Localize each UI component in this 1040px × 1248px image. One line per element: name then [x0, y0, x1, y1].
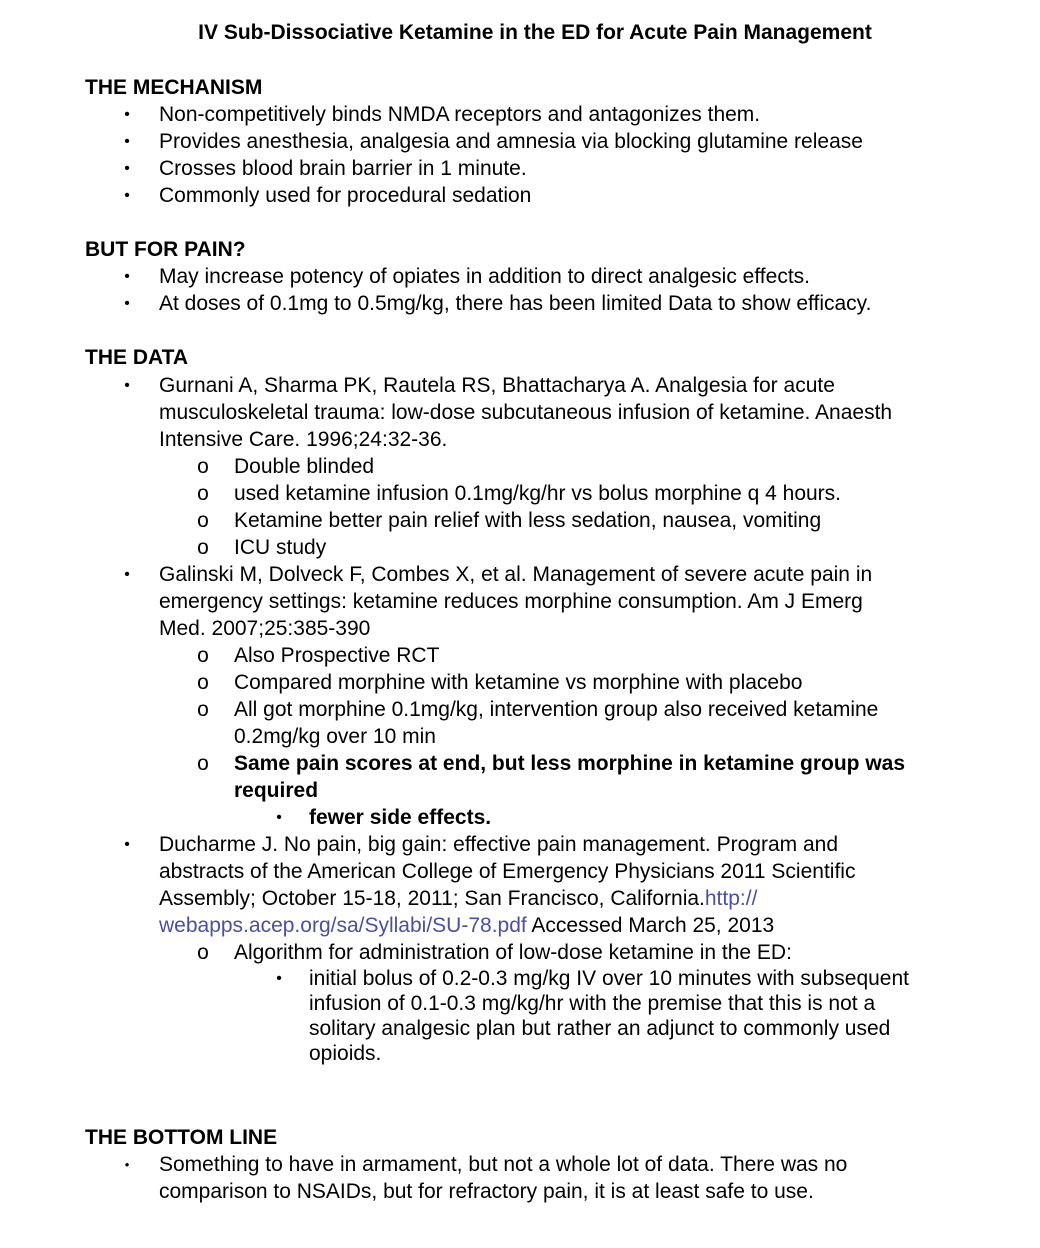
sub-list-item-text: Double blinded [234, 455, 375, 478]
citation-line: musculoskeletal trauma: low-dose subcutaneous infusion of ketamine. Anaesth [159, 401, 893, 424]
sub-sub-list-item [0, 966, 1040, 1066]
section-heading-mechanism: THE MECHANISM [85, 76, 263, 99]
sub-list-item [0, 534, 1040, 561]
sub-sub-list-item-text: fewer side effects. [309, 806, 492, 829]
sub-list-item [0, 642, 1040, 669]
circle-marker: o [197, 698, 209, 721]
sub-list-item-text: Also Prospective RCT [234, 644, 440, 667]
accessed-date: Accessed March 25, 2013 [526, 914, 775, 937]
bullet-marker: • [124, 106, 130, 123]
bullet-marker: • [124, 295, 130, 312]
citation-line: Med. 2007;25:385-390 [159, 617, 371, 640]
citation-line: Galinski M, Dolveck F, Combes X, et al. Management of severe acute pain in [159, 563, 873, 586]
sub-sub-list-item-line: opioids. [309, 1042, 382, 1065]
list-item [0, 263, 1040, 290]
list-item-line: comparison to NSAIDs, but for refractory pain, it is at least safe to use. [159, 1180, 814, 1203]
citation-line: Assembly; October 15-18, 2011; San Francisco, California. [159, 887, 705, 910]
sub-list-item [0, 507, 1040, 534]
circle-marker: o [197, 671, 209, 694]
citation-line: emergency settings: ketamine reduces morphine consumption. Am J Emerg [159, 590, 863, 613]
circle-marker: o [197, 644, 209, 667]
list-item [0, 101, 1040, 128]
list-item-text: May increase potency of opiates in addition to direct analgesic effects. [159, 265, 810, 288]
bullet-marker: • [276, 970, 282, 987]
citation-line: Intensive Care. 1996;24:32-36. [159, 428, 448, 451]
citation-line-with-link [159, 885, 979, 912]
list-item-text: At doses of 0.1mg to 0.5mg/kg, there has been limited Data to show efficacy. [159, 292, 872, 315]
sub-list-item-line: All got morphine 0.1mg/kg, intervention group also received ketamine [234, 698, 879, 721]
bullet-marker: • [124, 160, 130, 177]
bullet-marker: • [124, 133, 130, 150]
list-item-text: Crosses blood brain barrier in 1 minute. [159, 157, 527, 180]
citation-line: abstracts of the American College of Emergency Physicians 2011 Scientific [159, 860, 856, 883]
sub-list-item-line: Same pain scores at end, but less morphine in ketamine group was [234, 752, 906, 775]
sub-sub-list-item-line: infusion of 0.1-0.3 mg/kg/hr with the premise that this is not a [309, 992, 876, 1015]
citation-line: Gurnani A, Sharma PK, Rautela RS, Bhattacharya A. Analgesia for acute [159, 374, 835, 397]
sub-sub-list-item-line: solitary analgesic plan but rather an adjunct to commonly used [309, 1017, 891, 1040]
sub-list-item-text: Ketamine better pain relief with less sedation, nausea, vomiting [234, 509, 822, 532]
sub-list-item-text: used ketamine infusion 0.1mg/kg/hr vs bolus morphine q 4 hours. [234, 482, 842, 505]
bullet-marker: • [276, 809, 282, 826]
list-item-text: Provides anesthesia, analgesia and amnesia via blocking glutamine release [159, 130, 863, 153]
circle-marker: o [197, 941, 209, 964]
bullet-marker: • [124, 1157, 130, 1172]
list-item-text: Commonly used for procedural sedation [159, 184, 532, 207]
sub-list-item [0, 696, 1040, 750]
citation-line-with-link [159, 912, 979, 939]
bullet-marker: • [124, 268, 130, 285]
list-item [0, 155, 1040, 182]
citation-line: Ducharme J. No pain, big gain: effective pain management. Program and [159, 833, 838, 856]
bullet-marker: • [124, 377, 130, 394]
citation-item [0, 831, 1040, 939]
citation-link[interactable]: webapps.acep.org/sa/Syllabi/SU-78.pdf [159, 914, 527, 937]
bullet-marker: • [124, 836, 130, 853]
list-item [0, 1151, 1040, 1205]
circle-marker: o [197, 752, 209, 775]
sub-list-item [0, 669, 1040, 696]
sub-list-item-text: Compared morphine with ketamine vs morphine with placebo [234, 671, 803, 694]
circle-marker: o [197, 536, 209, 559]
citation-item [0, 561, 1040, 642]
list-item [0, 128, 1040, 155]
list-item [0, 182, 1040, 209]
citation-link[interactable]: http:// [704, 887, 758, 910]
section-heading-pain: BUT FOR PAIN? [85, 238, 246, 261]
bullet-marker: • [124, 566, 130, 583]
sub-list-item-line: 0.2mg/kg over 10 min [234, 725, 436, 748]
sub-list-item-text: Algorithm for administration of low-dose ketamine in the ED: [234, 941, 792, 964]
list-item [0, 290, 1040, 317]
circle-marker: o [197, 455, 209, 478]
circle-marker: o [197, 509, 209, 532]
sub-list-item-text: ICU study [234, 536, 327, 559]
citation-item [0, 372, 1040, 453]
document-title: IV Sub-Dissociative Ketamine in the ED for Acute Pain Management [198, 21, 872, 44]
sub-list-item [0, 939, 1040, 966]
list-item-line: Something to have in armament, but not a whole lot of data. There was no [159, 1153, 848, 1176]
sub-list-item [0, 480, 1040, 507]
sub-list-item [0, 750, 1040, 804]
sub-sub-list-item-line: initial bolus of 0.2-0.3 mg/kg IV over 10 minutes with subsequent [309, 967, 909, 990]
sub-list-item [0, 453, 1040, 480]
sub-sub-list-item [0, 804, 1040, 831]
list-item-text: Non-competitively binds NMDA receptors and antagonizes them. [159, 103, 761, 126]
sub-list-item-line: required [234, 779, 319, 802]
section-heading-data: THE DATA [85, 346, 189, 369]
section-heading-bottom-line: THE BOTTOM LINE [85, 1126, 278, 1149]
circle-marker: o [197, 482, 209, 505]
bullet-marker: • [124, 187, 130, 204]
